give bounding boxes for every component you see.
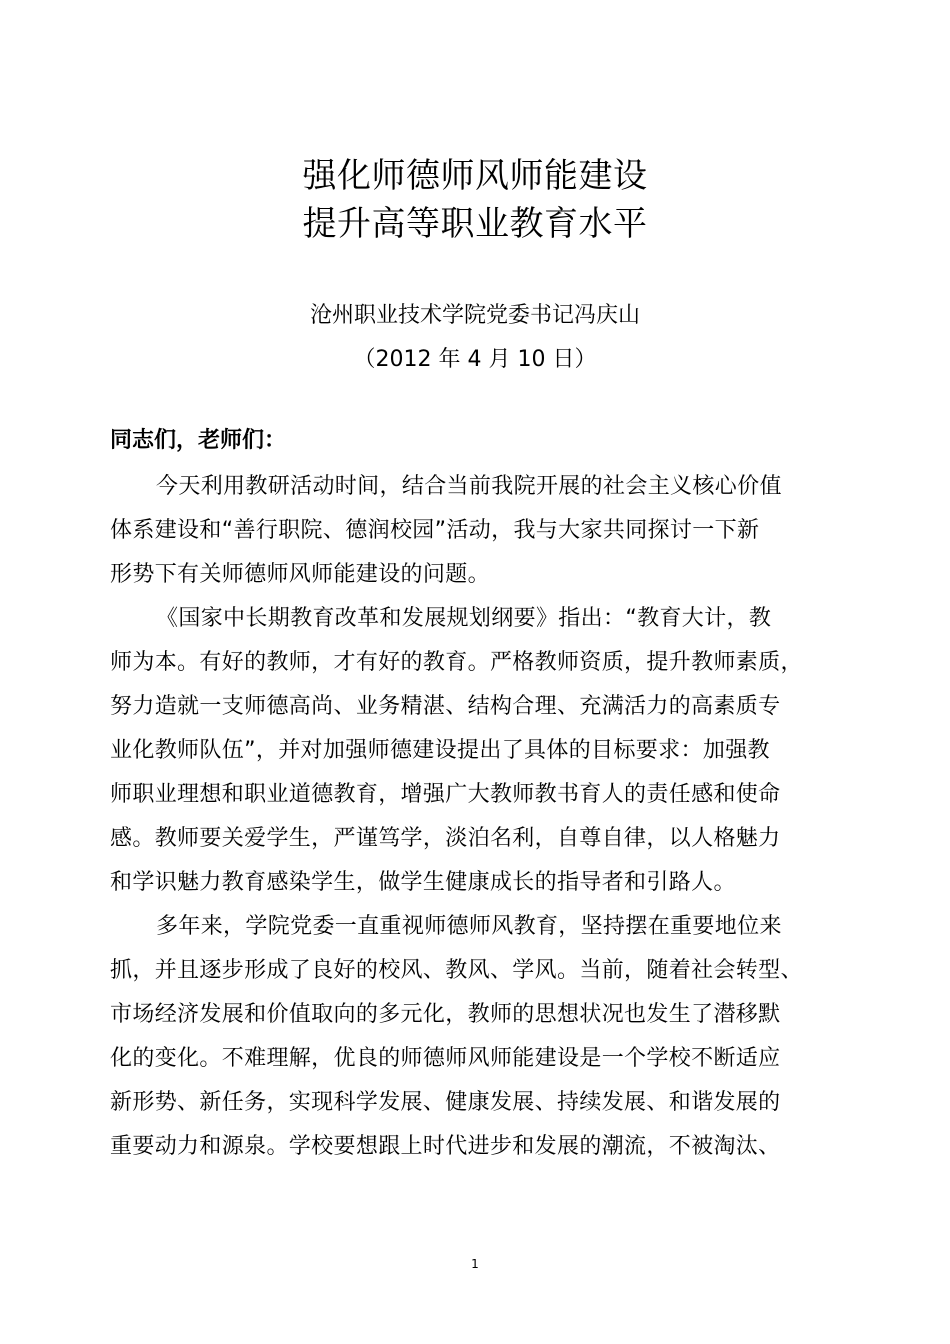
document-title: [0, 152, 950, 248]
author-info: [0, 294, 950, 382]
author-name: 沧州职业技术学院党委书记冯庆山: [309, 303, 640, 328]
text-line: 和学识魅力教育感染学生，做学生健康成长的指导者和引路人。: [110, 870, 736, 895]
body-text: [110, 470, 850, 1164]
text-line: 《国家中长期教育改革和发展规划纲要》指出：“教育大计，教: [156, 606, 772, 631]
text-line: 体系建设和“善行职院、德润校园”活动，我与大家共同探讨一下新: [110, 518, 760, 543]
text-line: 今天利用教研活动时间，结合当前我院开展的社会主义核心价值: [156, 474, 782, 499]
text-line: 市场经济发展和价值取向的多元化，教师的思想状况也发生了潜移默: [110, 1002, 781, 1027]
text-line: 形势下有关师德师风师能建设的问题。: [110, 562, 490, 587]
text-line: 化的变化。不难理解，优良的师德师风师能建设是一个学校不断适应: [110, 1046, 781, 1071]
text-line: 师职业理想和职业道德教育，增强广大教师教书育人的责任感和使命: [110, 782, 781, 807]
page-number: 1: [471, 1257, 479, 1271]
salutation: 同志们，老师们：: [110, 428, 287, 453]
text-line: 抓，并且逐步形成了良好的校风、教风、学风。当前，随着社会转型、: [110, 958, 803, 983]
text-line: 努力造就一支师德高尚、业务精湛、结构合理、充满活力的高素质专: [110, 694, 781, 719]
text-line: 感。教师要关爱学生，严谨笃学，淡泊名利，自尊自律，以人格魅力: [110, 826, 781, 851]
text-line: 新形势、新任务，实现科学发展、健康发展、持续发展、和谐发展的: [110, 1090, 781, 1115]
text-line: 业化教师队伍”，并对加强师德建设提出了具体的目标要求：加强教: [110, 738, 770, 763]
text-line: 重要动力和源泉。学校要想跟上时代进步和发展的潮流，不被淘汰、: [110, 1134, 781, 1159]
speech-date: （2012 年 4 月 10 日）: [353, 347, 597, 372]
text-line: 师为本。有好的教师，才有好的教育。严格教师资质，提升教师素质，: [110, 650, 803, 675]
title-line-2: 提升高等职业教育水平: [302, 204, 648, 244]
text-line: 多年来，学院党委一直重视师德师风教育，坚持摆在重要地位来: [156, 914, 782, 939]
title-line-1: 强化师德师风师能建设: [302, 156, 648, 196]
